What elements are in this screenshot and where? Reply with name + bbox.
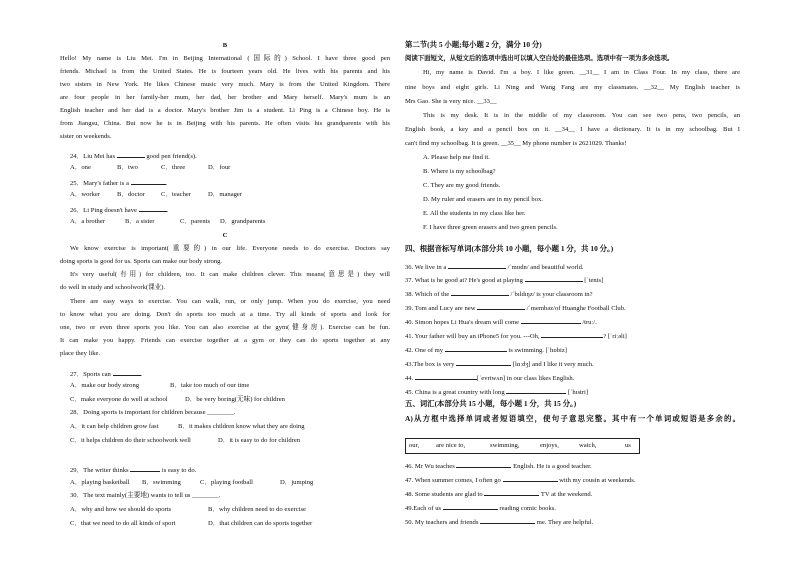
option[interactable]: B．doctor [117,191,145,198]
item-text: 37. What is he good at? He's good at playing [405,277,523,284]
phonetic-item-36 [405,262,584,272]
question-28-options [70,437,390,445]
option[interactable]: C．it helps children do their schoolwork well [70,437,191,444]
question-stem: . [166,207,169,214]
passage-c-line: doing sports is good for us. Sports can make our body strong. [60,258,223,265]
passage-b-line: English teacher and her dad is a doctor. Mary's brother Jim is a student. Li Ping is a Chinese boy. He is [60,107,390,114]
answer-blank[interactable] [139,205,167,212]
vocab-item-49 [405,503,556,513]
item-text: 50. My teachers and friends [405,519,479,526]
passage-b-line: two sisters in New York. He likes Chinese music very much. Mary is from the United Kingdom. There [60,81,390,88]
item-text: [ˈevriwʌn] in our class likes English. [476,375,575,382]
answer-blank[interactable] [484,489,539,496]
answer-blank[interactable] [445,345,507,352]
word-option: enjoys, [540,442,559,449]
answer-blank[interactable] [131,178,166,185]
passage-line: can't find my schoolbag. It is green. __35__ My phone number is 2621029. Thanks! [405,140,627,147]
passage-b-line: Hello! My name is Liu Mei. I'm in Beijing International (国际的) School. I have three good pen [60,55,390,62]
passage-line: nine boys and eight girls. Li Ning and Wang Fang are my classmates. __32__ My English teacher is [405,84,740,91]
question-stem: 26．Li Ping doesn't have [70,207,137,214]
item-text: 43.The box is very [405,361,455,368]
passage-c-line: It can make you happy. Friends can exercise together at a gym or they can do sports together at any [60,337,390,344]
question-26-options [70,218,390,226]
item-text: 45. China is a great country with long [405,389,505,396]
option-f: F. I have three green erasers and two green pencils. [423,224,558,231]
option-b: B. Where is my schoolbag? [423,168,496,175]
answer-blank[interactable] [451,289,509,296]
passage-b-line: from Jiangsu, China. But now he is in Beijing with his parents. He often visits his grandparents with his [60,120,390,127]
phonetic-item-39 [405,303,626,313]
answer-blank[interactable] [117,151,145,158]
item-text: 39. Tom and Lucy are new [405,305,476,312]
section-b-label: B [222,42,228,49]
question-30-options [70,506,390,514]
section-5-sub-a: A)从方框中选择单词或者短语填空，使句子意思完整。其中有一个单词或短语是多余的。 [405,414,740,423]
option-d: D. My ruler and erasers are in my pencil box. [423,196,543,203]
passage-b-line: friends. Michael is from the United States. He is fourteen years old. He lives with his parents and his [60,68,390,75]
question-25-options [70,191,390,199]
option[interactable]: D．be very boring(无味) for children [185,396,285,403]
option[interactable]: D．manager [208,191,243,198]
option-c: C. They are my good friends. [423,182,501,189]
phonetic-item-41 [405,331,627,341]
answer-blank[interactable] [415,373,477,380]
item-text: [ˈtenis] [584,277,604,284]
option[interactable]: D．grandparents [220,218,266,225]
question-30-options [70,520,390,528]
passage-c-line: to know what you are doing. Don't do sports too much at a time. Try all kinds of sports and look for [60,311,390,318]
question-30: 30．The text mainly(主要地) wants to tell us ________. [70,492,221,499]
question-29-options [70,479,390,487]
item-text: TV at the weekend. [540,491,593,498]
item-text: English. He is a good teacher. [513,463,592,470]
question-stem: 24．Liu Mei has [70,153,116,160]
answer-blank[interactable] [456,359,511,366]
question-27-options [70,396,390,404]
answer-blank[interactable] [525,275,583,282]
item-text: /ˈmɒdn/ and beautiful world. [507,264,584,271]
passage-b-line: sister on weekends. [60,133,112,140]
question-stem: is easy to do. [161,467,197,474]
answer-blank[interactable] [503,475,558,482]
question-stem: . [165,180,168,187]
item-text: /ˈbɪldɪŋz/ is your classroom in? [510,291,593,298]
item-text: 42. One of my [405,347,444,354]
option[interactable]: B．a sister [125,218,155,225]
item-text: 46. Mr Wu teaches [405,463,455,470]
phonetic-item-38 [405,289,593,299]
word-option: are nice to, [436,442,466,449]
phonetic-item-37 [405,275,603,285]
answer-blank[interactable] [448,262,506,269]
vocab-item-48 [405,489,592,499]
section-c-label: C [222,232,228,239]
passage-c-line: There are easy ways to exercise. You can walk, run, or only jump. When you do exercise, you need [70,298,390,305]
option[interactable]: A．a brother [70,218,105,225]
passage-c-line: It's very useful(有用) for children, too. It can make children clever. This means(意思是) they will [70,271,390,278]
option[interactable]: C．parents [180,218,211,225]
question-28: 28．Doing sports is important for children because ________. [70,409,236,416]
option[interactable]: A．why and how we should do sports [70,506,172,513]
answer-blank[interactable] [130,465,160,472]
answer-blank[interactable] [521,317,581,324]
vocab-item-47 [405,475,636,485]
word-option: watch, [579,442,597,449]
option[interactable]: C．playing football [200,479,253,486]
passage-c-line: one, two or even three sports you like. You can also exercise at the gym(健身房). Exercise can be fun. [60,324,390,331]
question-stem: 25．Mary's father is a [70,180,129,187]
section-5-title: 五、词汇(本部分共 15 小题，每小题 1 分，共 15 分。) [405,399,577,408]
option[interactable]: D．that children can do sports together [208,520,313,527]
passage-line: This is my desk. It is in the middle of my classroom. You can see two pens, two pencils, an [423,112,740,119]
question-29 [70,465,196,475]
question-24 [70,151,197,161]
option[interactable]: B．swimming [142,479,181,486]
question-stem: 29．The writer thinks [70,467,129,474]
passage-c-line: do well in study and schoolwork(课业). [60,284,166,291]
option[interactable]: A．playing basketball [70,479,130,486]
answer-blank[interactable] [541,331,603,338]
answer-blank[interactable] [113,369,141,376]
item-text: 38. Which of the [405,291,450,298]
passage-line: English book, a key and a pencil box on it. __34__ I have a dictionary. It is in my schoolbag. But I [405,126,740,133]
phonetic-item-42 [405,345,567,355]
item-text: reading comic books. [499,505,556,512]
item-text: with my cousin at weekends. [559,477,636,484]
option[interactable]: C．make everyone do well at school [70,396,168,403]
option[interactable]: A．make our body strong [70,382,140,389]
passage-c-line: place they like. [60,350,101,357]
section-2-title: 第二节(共 5 小题;每小题 2 分，满分 10 分) [405,40,542,49]
vocab-item-46 [405,461,592,471]
word-option: us [625,442,631,449]
word-box [405,438,640,454]
word-option: swimming, [490,442,520,449]
item-text: [ˈhɪstri] [567,389,589,396]
item-text: 47. When summer comes, I often go [405,477,501,484]
option[interactable]: B．why children need to do exercise [208,506,306,513]
passage-b-line: are four people in her family-her mum, her dad, her brother and Mary herself. Mary's mum is an [60,94,390,101]
option[interactable]: B．it makes children know what they are doing [178,423,305,430]
passage-c-line: We know exercise is important(重要的) in our life. Everyone needs to do exercise. Doctors say [70,245,390,252]
answer-blank[interactable] [456,461,511,468]
question-stem: good pen friend(s). [146,153,197,160]
phonetic-item-40 [405,317,597,327]
answer-blank[interactable] [480,517,535,524]
section-4-title: 四、根据音标写单词(本部分共 10 小题，每小题 1 分，共 10 分。) [405,244,614,253]
option[interactable]: D．it is easy to do for children [218,437,301,444]
option[interactable]: A．one [70,164,91,171]
question-27-options [70,382,390,390]
option[interactable]: D．four [208,164,231,171]
phonetic-item-45 [405,387,588,397]
question-stem: . [140,371,143,378]
answer-blank[interactable] [506,387,566,394]
answer-blank[interactable] [443,503,498,510]
passage-line: Mrs Gao. She is very nice. __33__ [405,98,497,105]
item-text: /ˈmembəz/of Huanghe Football Club. [526,305,626,312]
option[interactable]: A．worker [70,191,101,198]
option[interactable]: D．jumping [280,479,314,486]
item-text: 40. Simon hopes Li Hua's dream will come [405,319,519,326]
item-text: /truː/. [582,319,597,326]
option[interactable]: B．two [117,164,138,171]
word-option: our, [409,442,420,449]
question-27 [70,369,142,379]
item-text: is swimming. [ˈhɒbiz] [508,347,567,354]
item-text: 36. We live in a [405,264,447,271]
item-text: 44. [405,375,414,382]
question-28-options [70,423,390,431]
question-24-options [70,164,390,172]
option-e: E. All the students in my class like her. [423,210,526,217]
item-text: 41. Your father will buy an iPhone5 for you. ---Oh, [405,333,540,340]
phonetic-item-44 [405,373,574,383]
question-stem: 27．Sports can [70,371,111,378]
option[interactable]: C．teacher [161,191,192,198]
phonetic-item-43 [405,359,594,369]
vocab-item-50 [405,517,593,527]
item-text: me. They are helpful. [536,519,594,526]
option[interactable]: C．three [161,164,186,171]
question-26 [70,205,168,215]
question-25 [70,178,167,188]
option-a: A. Please help me find it. [423,154,490,161]
option[interactable]: A．it can help children grow fast [70,423,159,430]
item-text: 49.Each of us [405,505,442,512]
answer-blank[interactable] [477,303,525,310]
item-text: 48. Some students are glad to [405,491,483,498]
passage-line: Hi, my name is David. I'm a boy. I like green. __31__ I am in Class Four. In my class, there are [423,69,740,76]
item-text: [lɑːdʒ] and I like it very much. [512,361,594,368]
option[interactable]: B．take too much of our time [170,382,250,389]
item-text: ? [ˈriːəli] [603,333,627,340]
section-2-instructions: 阅读下面短文，从短文后的选项中选出可以填入空白处的最佳选项。选项中有一项为多余选项。 [405,55,674,62]
option[interactable]: C．that we need to do all kinds of sport [70,520,176,527]
